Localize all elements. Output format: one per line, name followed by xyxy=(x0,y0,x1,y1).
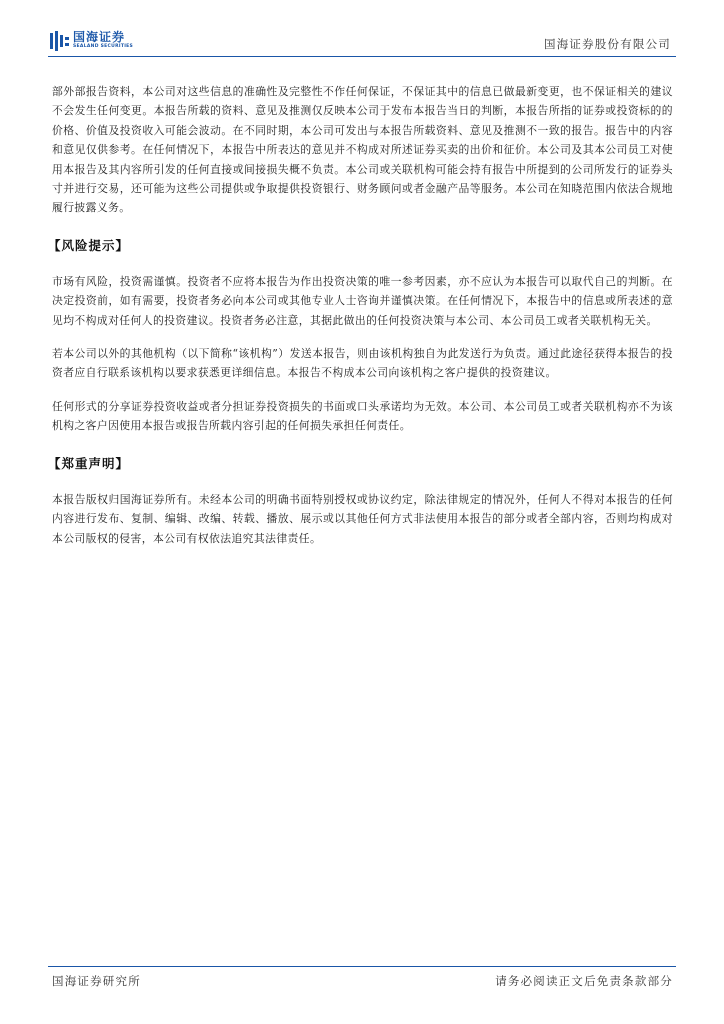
header-company-name: 国海证券股份有限公司 xyxy=(544,37,671,51)
footer-disclaimer-note: 请务必阅读正文后免责条款部分 xyxy=(495,974,673,988)
risk-paragraph-1: 市场有风险，投资需谨慎。投资者不应将本报告为作出投资决策的唯一参考因素，亦不应认为本报告可以取代自己的判断。在决定投资前，如有需要，投资者务必向本公司或其他专业人士咨询并谨慎决策。在任何情况下，本报告中的信息或所表述的意见均不构成对任何人的投资建议。投资者务必注意，其据此做出的任何投资决策与本公司、本公司员工或者关联机构无关。 xyxy=(52,274,673,327)
header-divider xyxy=(48,56,676,57)
risk-paragraph-3: 任何形式的分享证券投资收益或者分担证券投资损失的书面或口头承诺均为无效。本公司、本公司员工或者关联机构亦不为该机构之客户因使用本报告或报告所载内容引起的任何损失承担任何责任。 xyxy=(52,399,673,433)
footer-divider xyxy=(48,966,676,967)
company-logo xyxy=(50,31,133,51)
logo-chinese-name: 国海证券 xyxy=(73,30,126,44)
disclaimer-paragraph-1: 部外部报告资料，本公司对这些信息的准确性及完整性不作任何保证，不保证其中的信息已做最新变更，也不保证相关的建议不会发生任何变更。本报告所载的资料、意见及推测仅反映本公司于发布本报告当日的判断，本报告所指的证券或投资标的的价格、价值及投资收入可能会波动。在不同时期，本公司可发出与本报告所载资料、意见及推测不一致的报告。报告中的内容和意见仅供参考。在任何情况下，本报告中所表达的意见并不构成对所述证券买卖的出价和征价。本公司及其本公司员工对使用本报告及其内容所引发的任何直接或间接损失概不负责。本公司或关联机构可能会持有报告中所提到的公司所发行的证券头寸并进行交易，还可能为这些公司提供或争取提供投资银行、财务顾问或者金融产品等服务。本公司在知晓范围内依法合规地履行披露义务。 xyxy=(52,85,673,215)
disclaimer-content xyxy=(48,82,673,562)
copyright-paragraph: 本报告版权归国海证券所有。未经本公司的明确书面特别授权或协议约定，除法律规定的情况外，任何人不得对本报告的任何内容进行发布、复制、编辑、改编、转载、播放、展示或以其他任何方式非法使用本报告的部分或者全部内容，否则均构成对本公司版权的侵害，本公司有权依法追究其法律责任。 xyxy=(52,492,673,545)
logo-english-name: SEALAND SECURITIES xyxy=(73,44,134,49)
footer-institute: 国海证券研究所 xyxy=(52,974,141,988)
solemn-statement-heading: 【郑重声明】 xyxy=(48,455,130,471)
sealand-logo-icon xyxy=(50,31,70,51)
risk-warning-heading: 【风险提示】 xyxy=(48,237,130,253)
risk-paragraph-2: 若本公司以外的其他机构（以下简称“该机构”）发送本报告，则由该机构独自为此发送行为负责。通过此途径获得本报告的投资者应自行联系该机构以要求获悉更详细信息。本报告不构成本公司向该机构之客户提供的投资建议。 xyxy=(52,347,673,380)
page-header xyxy=(0,0,724,58)
